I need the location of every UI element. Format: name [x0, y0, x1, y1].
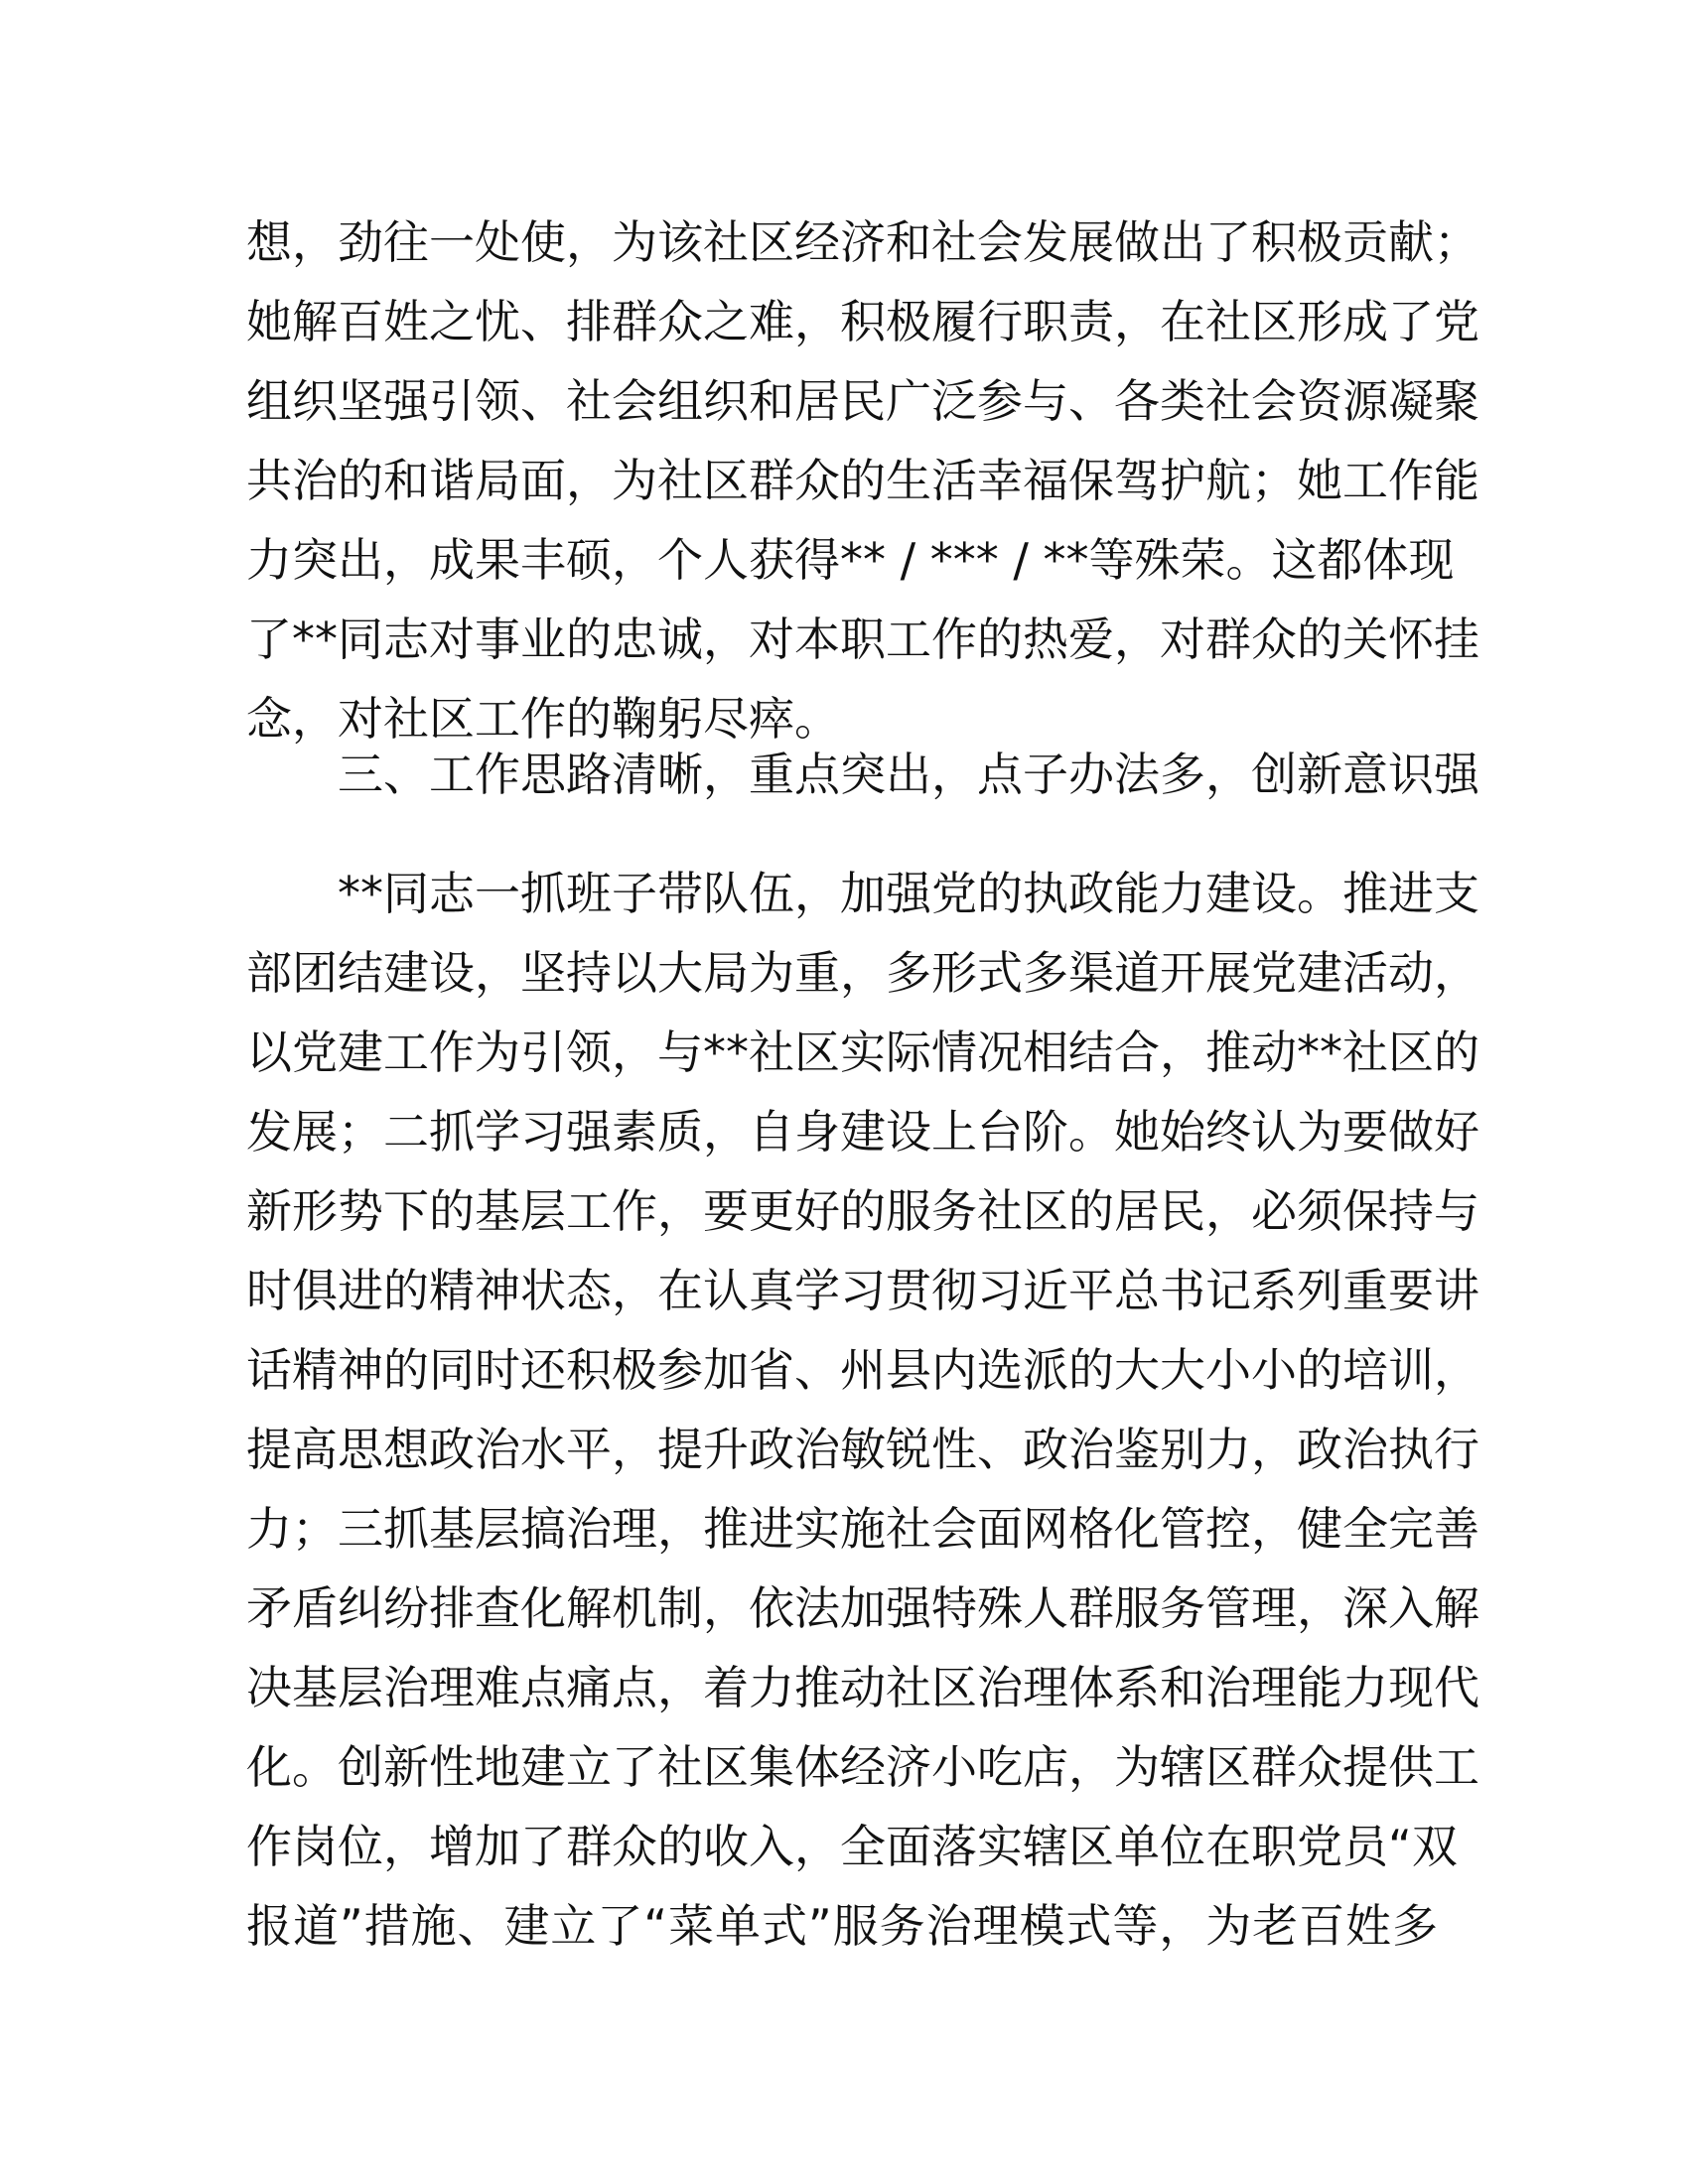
paragraph-line: 矛盾纠纷排查化解机制，依法加强特殊人群服务管理，深入解 — [246, 1581, 1479, 1635]
paragraph-section-3 — [246, 854, 1479, 1966]
paragraph-line: 发展；二抓学习强素质，自身建设上台阶。她始终认为要做好 — [246, 1105, 1479, 1159]
paragraph-line: 以党建工作为引领，与**社区实际情况相结合，推动**社区的 — [246, 1025, 1479, 1079]
paragraph-line: 共治的和谐局面，为社区群众的生活幸福保驾护航；她工作能 — [246, 454, 1479, 507]
section-heading-text: 三、工作思路清晰，重点突出，点子办法多，创新意识强 — [338, 748, 1479, 801]
paragraph-line: 想，劲往一处使，为该社区经济和社会发展做出了积极贡献； — [246, 215, 1479, 269]
paragraph-line: 她解百姓之忧、排群众之难，积极履行职责，在社区形成了党 — [246, 295, 1479, 348]
paragraph-line: 力突出，成果丰硕，个人获得** / *** / **等殊荣。这都体现 — [246, 533, 1455, 587]
paragraph-line: 决基层治理难点痛点，着力推动社区治理体系和治理能力现代 — [246, 1661, 1479, 1714]
paragraph-line: 了**同志对事业的忠诚，对本职工作的热爱，对群众的关怀挂 — [246, 613, 1479, 666]
paragraph-line: 时俱进的精神状态，在认真学习贯彻习近平总书记系列重要讲 — [246, 1264, 1479, 1317]
paragraph-line: 念，对社区工作的鞠躬尽瘁。 — [246, 692, 840, 746]
paragraph-line: 部团结建设，坚持以大局为重，多形式多渠道开展党建活动， — [246, 946, 1479, 1000]
paragraph-line: 新形势下的基层工作，要更好的服务社区的居民，必须保持与 — [246, 1184, 1479, 1238]
paragraph-continued — [246, 203, 1479, 758]
paragraph-line: 作岗位，增加了群众的收入，全面落实辖区单位在职党员“双 — [246, 1820, 1458, 1873]
paragraph-line: 力；三抓基层搞治理，推进实施社会面网格化管控，健全完善 — [246, 1502, 1479, 1556]
paragraph-line: 提高思想政治水平，提升政治敏锐性、政治鉴别力，政治执行 — [246, 1423, 1479, 1476]
section-heading — [246, 735, 1479, 814]
paragraph-line: 报道”措施、建立了“菜单式”服务治理模式等，为老百姓多 — [246, 1899, 1438, 1953]
paragraph-line: 组织坚强引领、社会组织和居民广泛参与、各类社会资源凝聚 — [246, 374, 1479, 428]
paragraph-line: 话精神的同时还积极参加省、州县内选派的大大小小的培训， — [246, 1343, 1479, 1397]
paragraph-line: 化。创新性地建立了社区集体经济小吃店，为辖区群众提供工 — [246, 1740, 1479, 1794]
paragraph-line: **同志一抓班子带队伍，加强党的执政能力建设。推进支 — [338, 867, 1479, 920]
